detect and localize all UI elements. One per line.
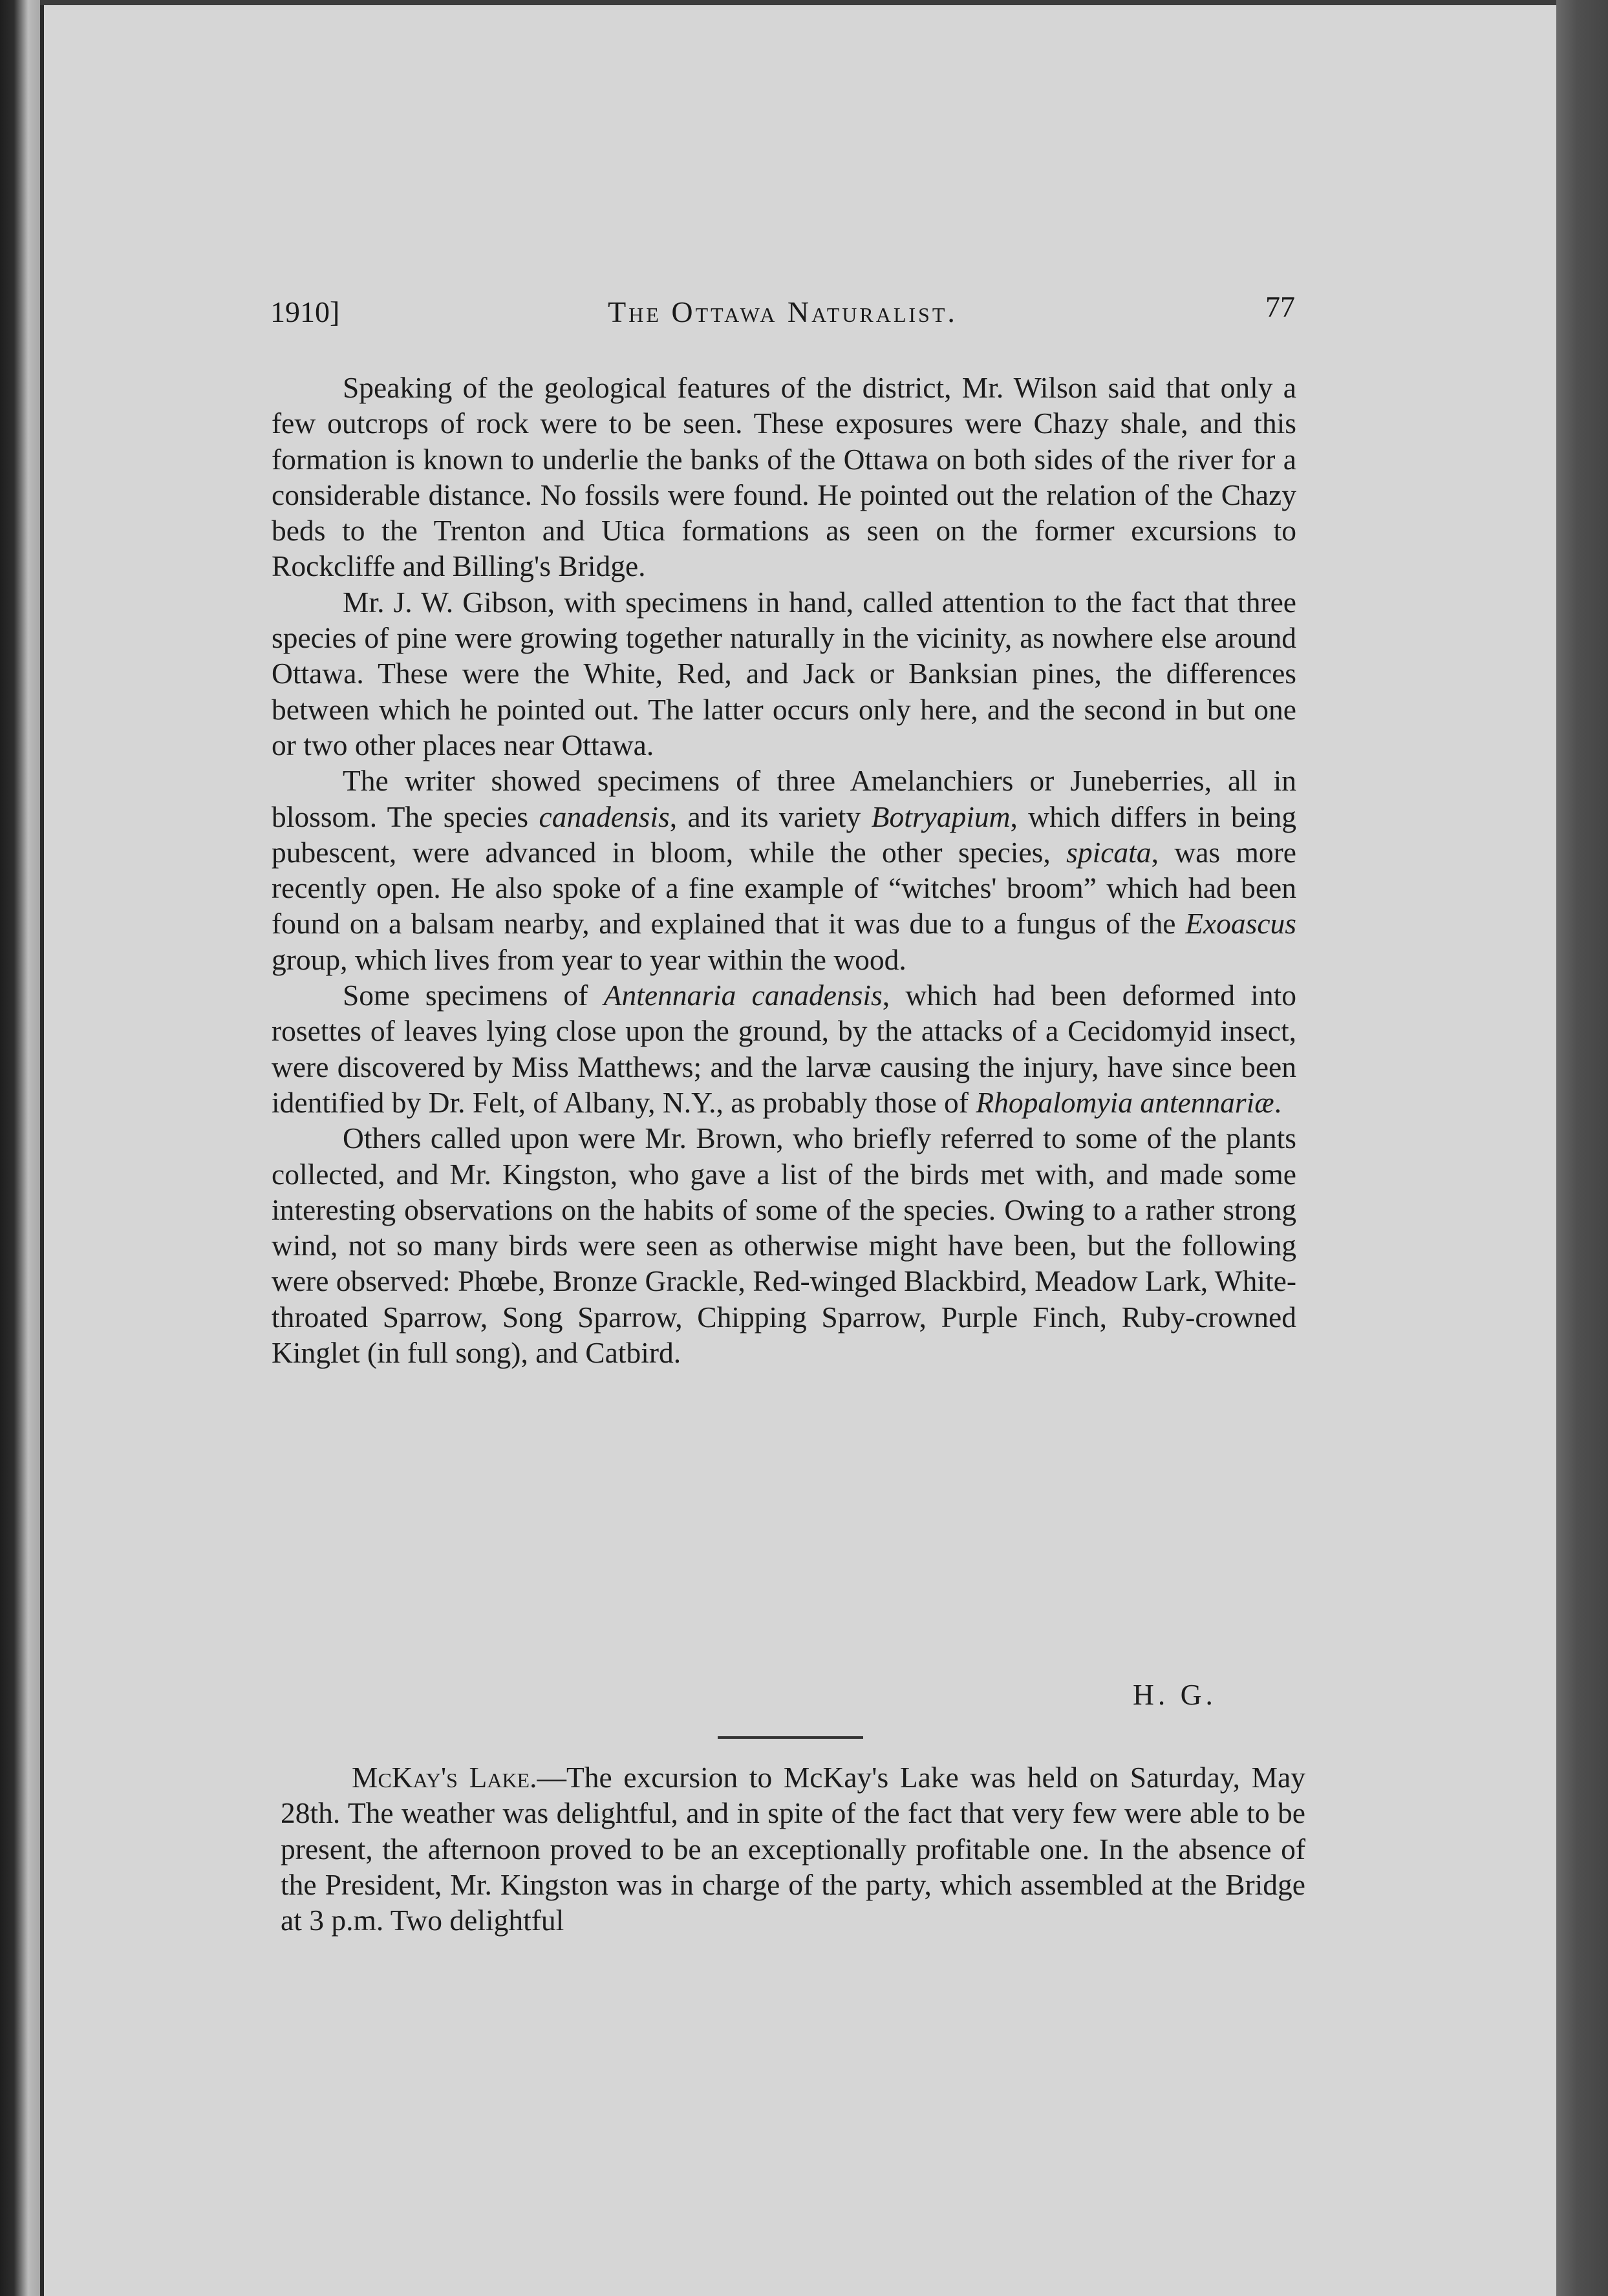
- journal-title: The Ottawa Naturalist.: [608, 295, 958, 328]
- paragraph-geology: Speaking of the geological features of the district, Mr. Wilson said that only a few outcrops of rock were to be seen. These exposures were Chazy shale, and this formation is known to underlie the banks of the Ottawa on both sides of the river for a considerable distance. No fossils were found. He pointed out the relation of the Chazy beds to the Trenton and Utica formations as seen on the former excursions to Rockcliffe and Billing's Bridge.: [272, 371, 1296, 583]
- mckays-lake-section: [281, 1759, 1305, 1938]
- page-number: 77: [1265, 290, 1295, 323]
- text-run: , which had been deformed into rosettes of leaves lying close upon the ground, by the attacks of a Cecidomyid insect, were discovered by Miss Matthews; and the larvæ causing the injury, have since been identified by Dr. Felt, of Albany, N.Y., as probably those of: [272, 979, 1297, 1119]
- text-run: Some specimens of: [343, 979, 604, 1012]
- text-run: , was more recently open. He also spoke of a fine example of “witches' broom” which had been found on a balsam nearby, and explained that it was due to a fungus of the: [272, 835, 1296, 941]
- species-name: Rhopalomyia antennariæ: [976, 1085, 1274, 1119]
- paragraph-birds: Others called upon were Mr. Brown, who briefly referred to some of the plants collected, and Mr. Kingston, who gave a list of the birds met with, and made some interesting observations on the habits of some of the species. Owing to a rather strong wind, not so many birds were seen as otherwise might have been, but the following were observed: Phœbe, Bronze Grackle, Red-winged Blackbird, Meadow Lark, White-throated Sparrow, Song Sparrow, Chipping Sparrow, Purple Finch, Ruby-crowned Kinglet (in full song), and Catbird.: [272, 1121, 1296, 1370]
- paragraph-antennaria: [272, 977, 1296, 1120]
- species-name: spicata: [1066, 835, 1152, 869]
- header-year: 1910]: [270, 295, 340, 328]
- author-initials: H. G.: [1133, 1678, 1217, 1711]
- text-run: .: [1274, 1085, 1282, 1119]
- text-run: , which differs in being pubescent, were advanced in bloom, while the other species,: [272, 800, 1296, 869]
- book-gutter: [0, 0, 40, 2296]
- running-header: [270, 290, 1295, 335]
- section-divider: [718, 1736, 863, 1739]
- section-heading: McKay's Lake.: [352, 1761, 537, 1794]
- paragraph-mckays-lake: [281, 1759, 1305, 1938]
- species-name: Botryapium: [871, 800, 1011, 833]
- page-edge: [1556, 0, 1608, 2296]
- species-name: Antennaria canadensis: [603, 979, 883, 1012]
- text-run: —The excursion to McKay's Lake was held on Saturday, May 28th. The weather was delightful, and in spite of the fact that very few were able to be present, the afternoon proved to be an exceptionally profitable one. In the absence of the President, Mr. Kingston was in charge of the party, which assembled at the Bridge at 3 p.m. Two delightful: [281, 1761, 1305, 1937]
- species-name: canadensis: [539, 800, 670, 833]
- text-run: , and its variety: [669, 800, 872, 833]
- paragraph-pines: Mr. J. W. Gibson, with specimens in hand, called attention to the fact that three species of pine were growing together naturally in the vicinity, as nowhere else around Ottawa. These were the White, Red, and Jack or Banksian pines, the differences between which he pointed out. The latter occurs only here, and the second in but one or two other places near Ottawa.: [272, 585, 1296, 761]
- text-run: The writer showed specimens of three Amelanchiers or Juneberries, all in blossom. The species: [272, 764, 1296, 833]
- text-run: group, which lives from year to year within the wood.: [272, 942, 906, 976]
- article-body: [272, 370, 1296, 1370]
- paragraph-amelanchiers: [272, 763, 1296, 977]
- genus-name: Exoascus: [1185, 907, 1296, 941]
